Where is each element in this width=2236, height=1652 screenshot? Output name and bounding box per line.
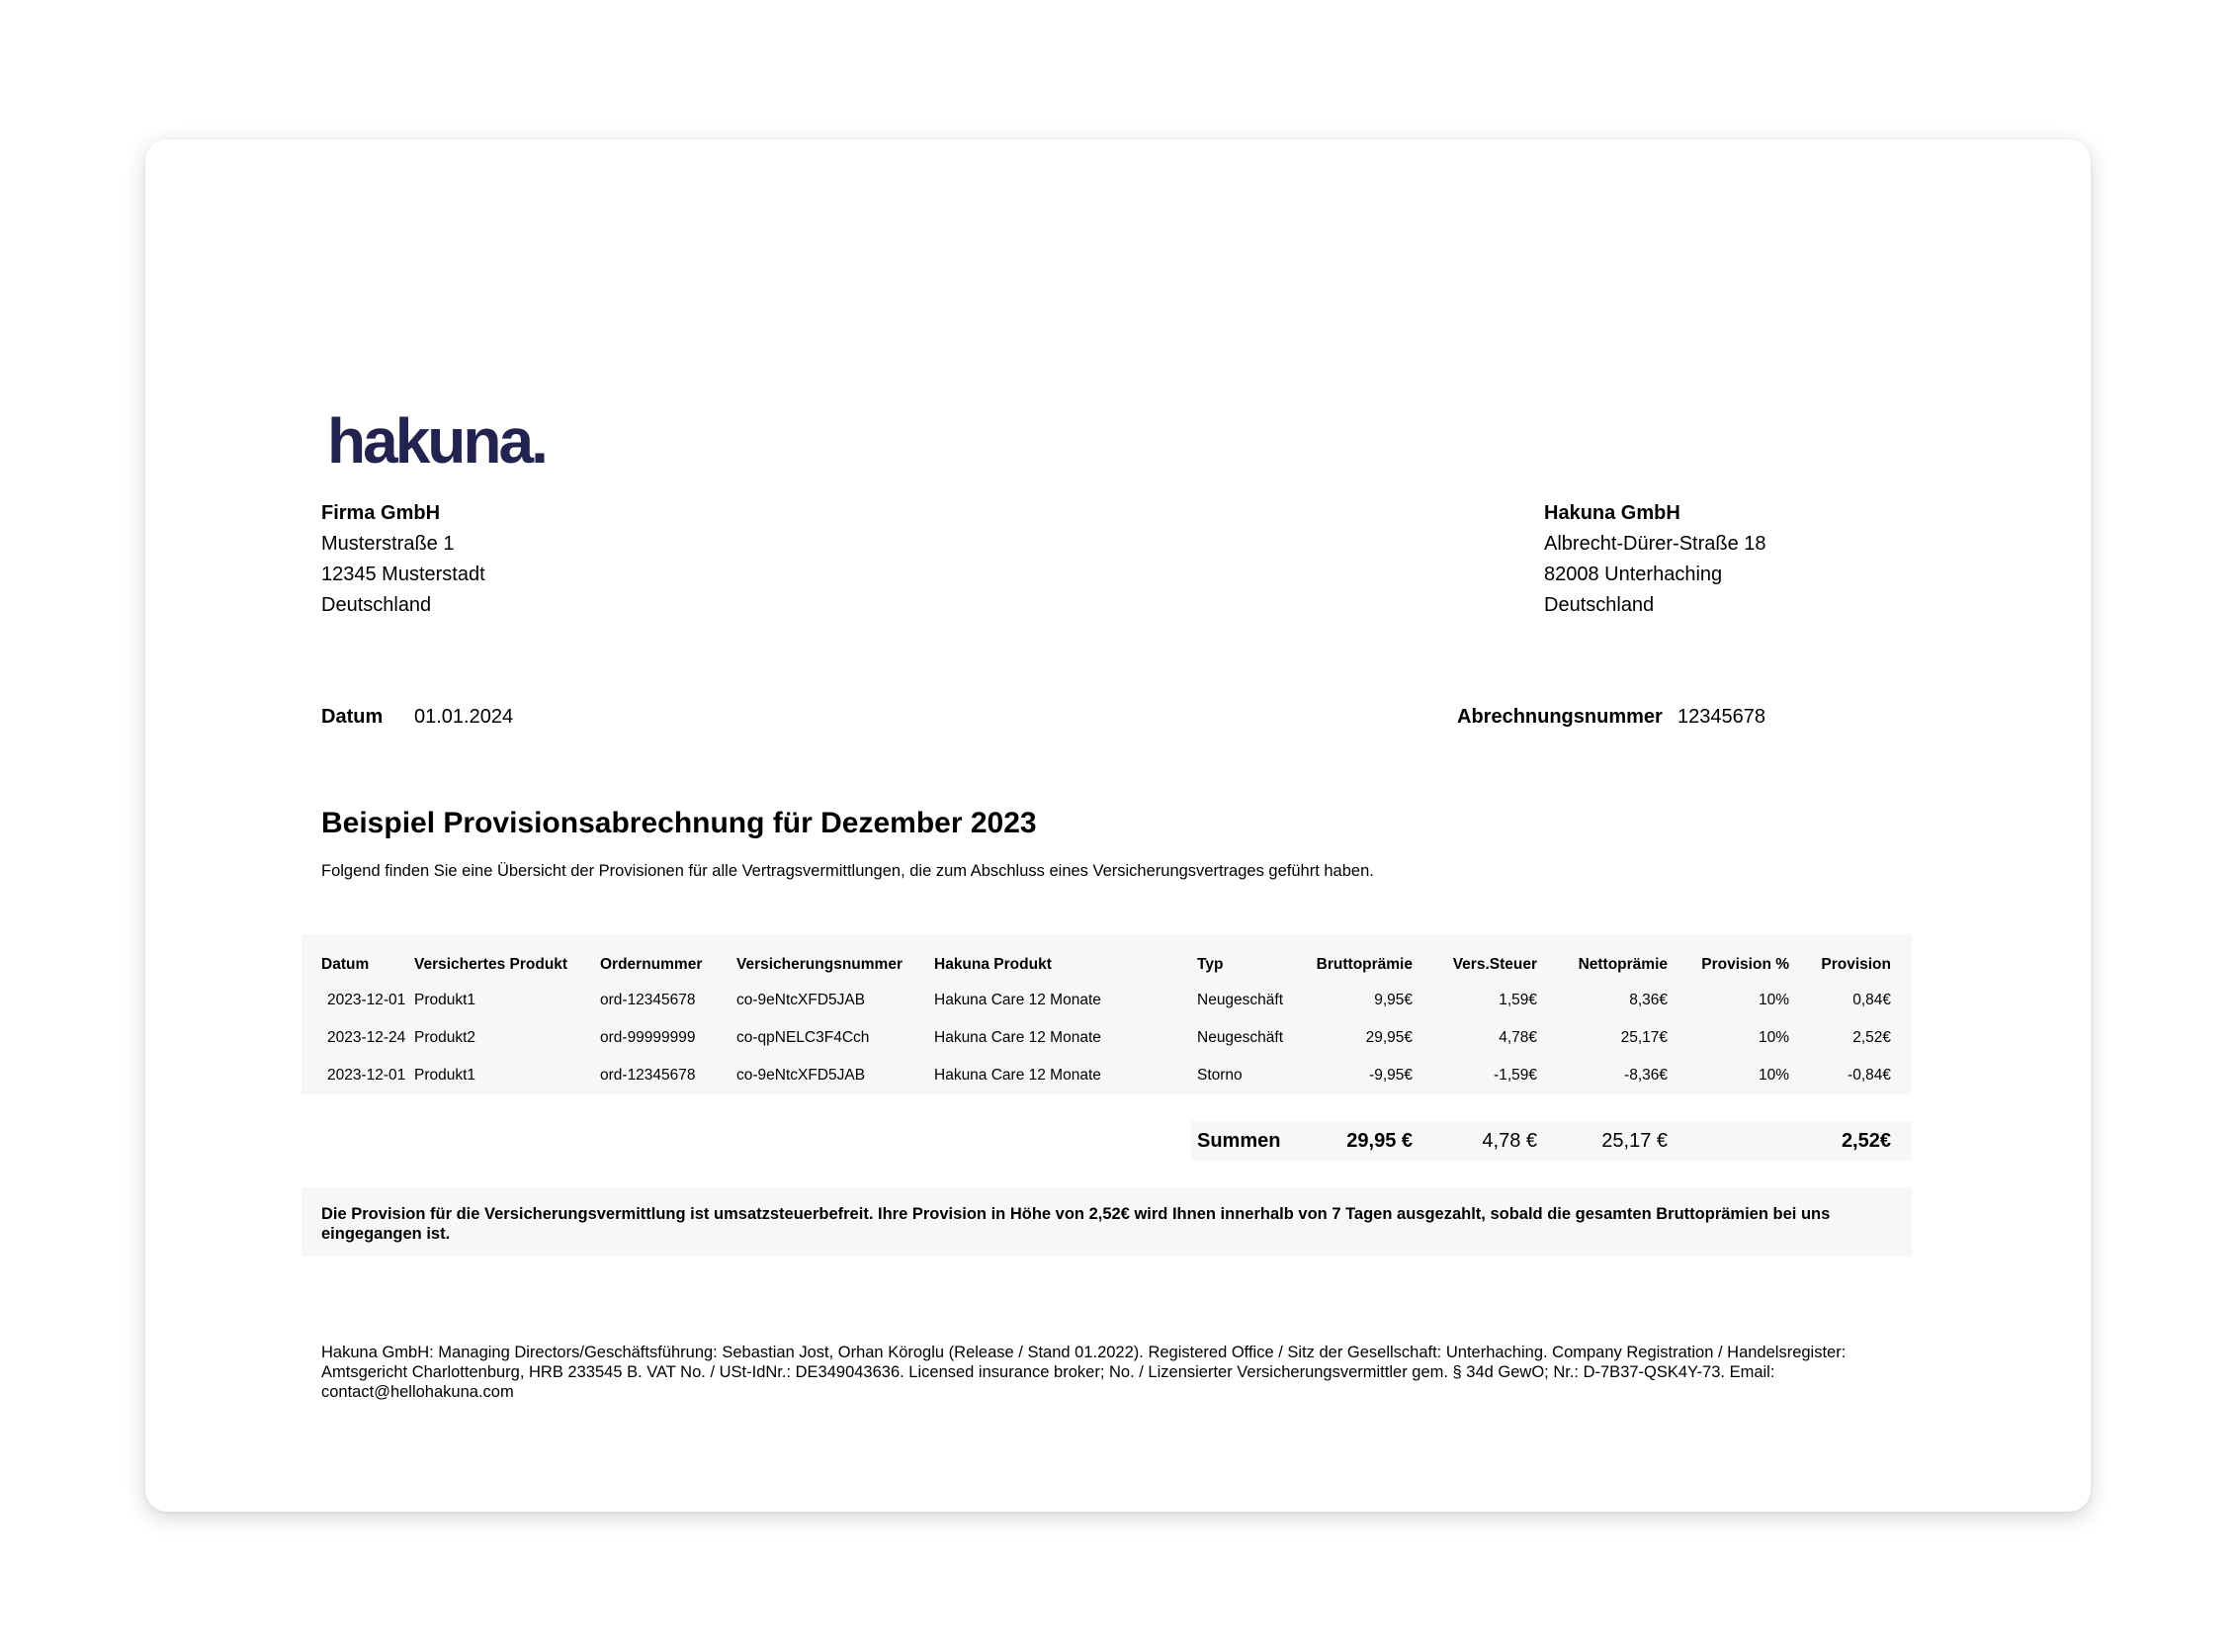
column-header-versichertes-produkt: Versichertes Produkt: [414, 956, 568, 973]
totals-provision: 2,52€: [1841, 1130, 1891, 1152]
table-cell-provision-prozent: 10%: [1758, 992, 1789, 1008]
table-cell-nettopraemie: 25,17€: [1620, 1029, 1668, 1046]
table-cell-versichertes-produkt: Produkt1: [414, 992, 476, 1008]
table-cell-ordernummer: ord-12345678: [600, 1067, 696, 1084]
table-cell-vers-steuer: 1,59€: [1499, 992, 1537, 1008]
totals-brutto: 29,95 €: [1346, 1130, 1413, 1152]
table-cell-versicherungsnummer: co-9eNtcXFD5JAB: [736, 992, 866, 1008]
column-header-bruttopraemie: Bruttoprämie: [1316, 956, 1413, 973]
hakuna-logo: hakuna.: [327, 405, 546, 477]
table-cell-versicherungsnummer: co-9eNtcXFD5JAB: [736, 1067, 866, 1084]
table-cell-ordernummer: ord-99999999: [600, 1029, 696, 1046]
recipient-name: Hakuna GmbH: [1544, 502, 1680, 524]
table-cell-typ: Storno: [1197, 1067, 1243, 1084]
table-cell-datum: 2023-12-24: [327, 1029, 406, 1046]
column-header-hakuna-produkt: Hakuna Produkt: [934, 956, 1052, 973]
date-value: 01.01.2024: [414, 706, 514, 728]
column-header-vers-steuer: Vers.Steuer: [1452, 956, 1537, 973]
table-cell-vers-steuer: 4,78€: [1499, 1029, 1537, 1046]
table-cell-nettopraemie: -8,36€: [1624, 1067, 1668, 1084]
column-header-versicherungsnummer: Versicherungsnummer: [736, 956, 903, 973]
column-header-typ: Typ: [1197, 956, 1224, 973]
totals-steuer: 4,78 €: [1482, 1130, 1537, 1152]
table-cell-datum: 2023-12-01: [327, 1067, 406, 1084]
sender-address: [321, 498, 485, 621]
table-cell-hakuna-produkt: Hakuna Care 12 Monate: [934, 1029, 1101, 1046]
table-cell-provision: 2,52€: [1852, 1029, 1891, 1046]
column-header-provision-prozent: Provision %: [1701, 956, 1789, 973]
table-cell-nettopraemie: 8,36€: [1629, 992, 1668, 1008]
table-cell-bruttopraemie: 9,95€: [1374, 992, 1413, 1008]
column-header-datum: Datum: [321, 956, 370, 973]
table-cell-hakuna-produkt: Hakuna Care 12 Monate: [934, 1067, 1101, 1084]
date-label: Datum: [321, 706, 384, 728]
table-cell-typ: Neugeschäft: [1197, 992, 1284, 1008]
table-cell-hakuna-produkt: Hakuna Care 12 Monate: [934, 992, 1101, 1008]
table-cell-bruttopraemie: 29,95€: [1365, 1029, 1413, 1046]
table-cell-versichertes-produkt: Produkt1: [414, 1067, 476, 1084]
column-header-ordernummer: Ordernummer: [600, 956, 703, 973]
sender-country: Deutschland: [321, 594, 432, 616]
table-cell-typ: Neugeschäft: [1197, 1029, 1284, 1046]
totals-label: Summen: [1197, 1130, 1281, 1152]
recipient-city: 82008 Unterhaching: [1544, 564, 1723, 585]
table-cell-provision: 0,84€: [1852, 992, 1891, 1008]
table-cell-versicherungsnummer: co-qpNELC3F4Cch: [736, 1029, 870, 1046]
sender-name: Firma GmbH: [321, 502, 441, 524]
table-cell-provision-prozent: 10%: [1758, 1029, 1789, 1046]
recipient-country: Deutschland: [1544, 594, 1655, 616]
sender-street: Musterstraße 1: [321, 533, 455, 555]
page-title: Beispiel Provisionsabrechnung für Dezember 2023: [321, 807, 1037, 839]
recipient-address: [1544, 498, 1766, 621]
page-subtitle: Folgend finden Sie eine Übersicht der Provisionen für alle Vertragsvermittlungen, die zum Abschluss eines Versicherungsvertrages geführt haben.: [321, 862, 1374, 880]
recipient-street: Albrecht-Dürer-Straße 18: [1544, 533, 1766, 555]
table-cell-ordernummer: ord-12345678: [600, 992, 696, 1008]
table-cell-provision-prozent: 10%: [1758, 1067, 1789, 1084]
table-cell-versichertes-produkt: Produkt2: [414, 1029, 476, 1046]
table-cell-datum: 2023-12-01: [327, 992, 406, 1008]
table-cell-bruttopraemie: -9,95€: [1369, 1067, 1413, 1084]
statement-number-label: Abrechnungsnummer: [1457, 706, 1663, 728]
statement-number-value: 12345678: [1677, 706, 1765, 728]
table-cell-vers-steuer: -1,59€: [1494, 1067, 1537, 1084]
totals-netto: 25,17 €: [1601, 1130, 1668, 1152]
column-header-nettopraemie: Nettoprämie: [1578, 956, 1668, 973]
notice-text: Die Provision für die Versicherungsvermittlung ist umsatzsteuerbefreit. Ihre Provision in Höhe von 2,52€ wird Ihnen innerhalb von 7 Tagen ausgezahlt, sobald die gesamten Bruttoprämien bei uns eingegangen ist.: [321, 1205, 1831, 1243]
column-header-provision: Provision: [1821, 956, 1891, 973]
table-cell-provision: -0,84€: [1848, 1067, 1891, 1084]
sender-city: 12345 Musterstadt: [321, 564, 485, 585]
footer-legal-text: Hakuna GmbH: Managing Directors/Geschäftsführung: Sebastian Jost, Orhan Köroglu (Release / Stand 01.2022). Registered Office / Sitz der Gesellschaft: Unterhaching. Company Registration / Handelsregister: Amtsgericht Charlottenburg, HRB 233545 B. VAT No. / USt-IdNr.: DE349043636. Licensed insurance broker; No. / Lizensierter Versicherungsvermittler gem. § 34d GewO; Nr.: D-7B37-QSK4Y-73. Email: contact@hellohakuna.com: [321, 1344, 1847, 1401]
